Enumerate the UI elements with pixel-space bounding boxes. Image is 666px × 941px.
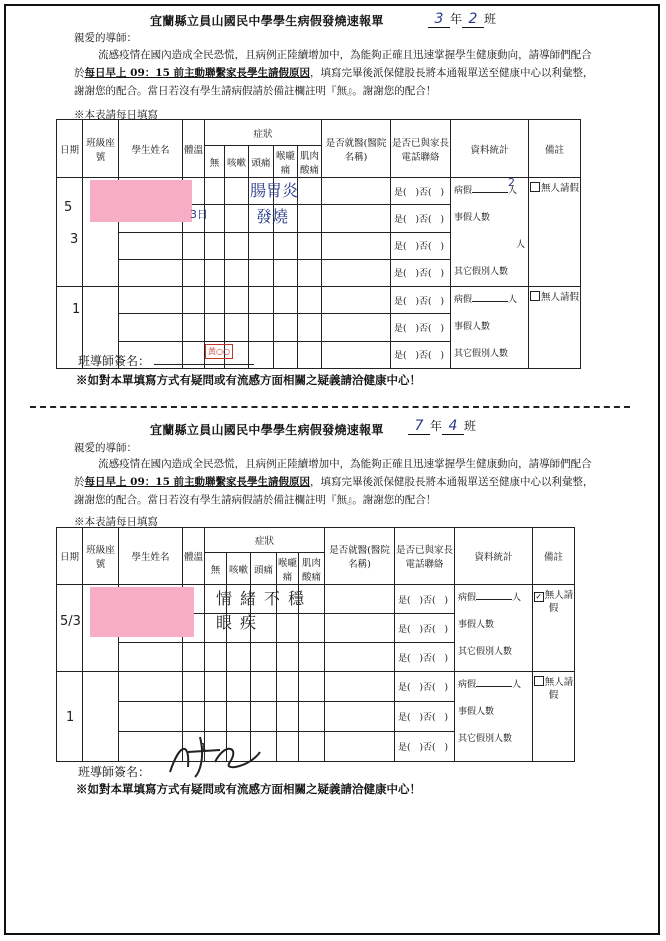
handwritten-symptom-1: 情緒不穩: [216, 589, 313, 608]
header-sym-cough: 咳嗽: [225, 146, 249, 178]
contact-checkbox-row[interactable]: 是( )否( ): [391, 287, 451, 314]
checkbox-checked[interactable]: ✓: [535, 592, 543, 601]
intro-paragraph: 流感疫情在國內造成全民恐慌，且病例正陸續增加中，為能夠正確且迅速掌握學生健康動向，請導師們配合於每日早上 09：15 前主動聯繫家長學生請假原因，填寫完畢後派保健股長將本通報單送至健康中心以利彙整，謝謝您的配合。當日若沒有學生請病假請於備註欄註明『無』。謝謝您的配合！: [74, 49, 594, 97]
handwritten-seat: 3日: [190, 208, 208, 221]
header-clinic: 是否就醫(醫院名稱): [325, 528, 395, 585]
header-sym-headache: 頭痛: [249, 146, 274, 178]
header-date: 日期: [57, 120, 83, 178]
remark-none[interactable]: 無人請假: [529, 287, 581, 369]
contact-checkbox-row[interactable]: 是( )否( ): [395, 732, 455, 762]
class-unit: 班: [484, 12, 497, 26]
contact-checkbox-row[interactable]: 是( )否( ): [391, 259, 451, 286]
header-contacted: 是否已與家長電話聯絡: [395, 528, 455, 585]
contact-checkbox-row[interactable]: 是( )否( ): [395, 702, 455, 732]
redacted-name: [90, 587, 194, 637]
class-label: [408, 417, 476, 435]
handwritten-date-2: 3: [70, 232, 79, 247]
header-temp: 體溫: [183, 528, 205, 585]
header-symptoms: 症狀: [205, 120, 322, 146]
handwritten-sick-count: 2: [508, 176, 515, 189]
stats-cell: 病假 人 事假人數 其它假別人數: [451, 287, 529, 369]
stats-cell: 病假 人 事假人數 人 其它假別人數: [451, 178, 529, 287]
class-label: [428, 10, 496, 28]
daily-note: ※本表請每日填寫: [74, 516, 158, 528]
greeting: 親愛的導師：: [74, 32, 137, 44]
class-value: 2: [462, 11, 484, 28]
header-remarks: 備註: [533, 528, 575, 585]
form-title: 宜蘭縣立員山國民中學學生病假發燒速報單: [150, 14, 384, 28]
remark-none[interactable]: 無人請假: [533, 672, 575, 762]
handwritten-row2-num: 1: [72, 302, 81, 317]
handwritten-date: 5/3: [60, 614, 81, 629]
stats-cell: 病假 人 事假人數 其它假別人數: [455, 672, 533, 762]
daily-note: ※本表請每日填寫: [74, 109, 158, 121]
handwritten-symptom-2: 發燒: [256, 207, 289, 226]
header-contacted: 是否已與家長電話聯絡: [391, 120, 451, 178]
contact-checkbox-row[interactable]: 是( )否( ): [395, 672, 455, 702]
handwritten-row2-num: 1: [66, 710, 75, 725]
header-sym-throat: 喉嚨痛: [274, 146, 298, 178]
header-clinic: 是否就醫(醫院名稱): [322, 120, 391, 178]
remark-none[interactable]: ✓ 無人請假: [533, 585, 575, 672]
header-symptoms: 症狀: [205, 528, 325, 553]
contact-checkbox-row[interactable]: 是( )否( ): [395, 643, 455, 672]
header-remarks: 備註: [529, 120, 581, 178]
contact-checkbox-row[interactable]: 是( )否( ): [391, 178, 451, 205]
header-class-seat: 班級座號: [83, 528, 119, 585]
header-sym-cough: 咳嗽: [227, 553, 251, 585]
header-temp: 體溫: [183, 120, 205, 178]
grade-value: 3: [428, 11, 450, 28]
header-sym-none: 無: [205, 553, 227, 585]
handwritten-symptom-1: 腸胃炎: [250, 181, 299, 200]
class-unit: 班: [464, 419, 477, 433]
handwritten-temp: 1: [200, 742, 207, 753]
checkbox[interactable]: [530, 291, 540, 301]
redacted-name: [90, 180, 192, 222]
header-sym-muscle: 肌肉酸痛: [298, 146, 322, 178]
handwritten-date: 5: [64, 200, 73, 215]
greeting: 親愛的導師：: [74, 442, 137, 454]
grade-unit: 年: [430, 419, 443, 433]
teacher-signature-scribble: [160, 732, 270, 782]
checkbox[interactable]: [530, 182, 540, 192]
report-table: [56, 527, 575, 762]
footer-note: ※如對本單填寫方式有疑問或有流感方面相關之疑義請洽健康中心！: [76, 373, 421, 387]
cut-line: [30, 406, 630, 408]
header-sym-muscle: 肌肉酸痛: [299, 553, 325, 585]
header-student-name: 學生姓名: [119, 120, 183, 178]
header-sym-none: 無: [205, 146, 225, 178]
stats-cell: 病假 人 事假人數 其它假別人數: [455, 585, 533, 672]
teacher-signature: 班導師簽名：: [78, 765, 151, 779]
grade-value: 7: [408, 418, 430, 435]
handwritten-symptom-2: 眼疾: [216, 613, 265, 632]
contact-checkbox-row[interactable]: 是( )否( ): [395, 585, 455, 614]
teacher-stamp: 黃○○: [205, 344, 233, 359]
contact-checkbox-row[interactable]: 是( )否( ): [391, 205, 451, 232]
header-class-seat: 班級座號: [83, 120, 119, 178]
intro-paragraph: 流感疫情在國內造成全民恐慌，且病例正陸續增加中，為能夠正確且迅速掌握學生健康動向，請導師們配合於每日早上 09：15 前主動聯繫家長學生請假原因，填寫完畢後派保健股長將本通報單送至健康中心以利彙整，謝謝您的配合。當日若沒有學生請病假請於備註欄註明『無』。謝謝您的配合！: [74, 458, 594, 506]
header-sym-headache: 頭痛: [251, 553, 277, 585]
contact-checkbox-row[interactable]: 是( )否( ): [391, 341, 451, 368]
contact-checkbox-row[interactable]: 是( )否( ): [391, 314, 451, 341]
contact-checkbox-row[interactable]: 是( )否( ): [391, 232, 451, 259]
checkbox[interactable]: [534, 676, 544, 686]
header-stats: 資料統計: [451, 120, 529, 178]
class-value: 4: [442, 418, 464, 435]
footer-note: ※如對本單填寫方式有疑問或有流感方面相關之疑義請洽健康中心！: [76, 782, 421, 796]
header-student-name: 學生姓名: [119, 528, 183, 585]
header-stats: 資料統計: [455, 528, 533, 585]
remark-none[interactable]: 無人請假: [529, 178, 581, 287]
teacher-signature: 班導師簽名：: [78, 352, 254, 369]
grade-unit: 年: [450, 12, 463, 26]
report-table: [56, 119, 581, 369]
contact-checkbox-row[interactable]: 是( )否( ): [395, 614, 455, 643]
header-sym-throat: 喉嚨痛: [277, 553, 299, 585]
form-title: 宜蘭縣立員山國民中學學生病假發燒速報單: [150, 423, 384, 437]
header-date: 日期: [57, 528, 83, 585]
